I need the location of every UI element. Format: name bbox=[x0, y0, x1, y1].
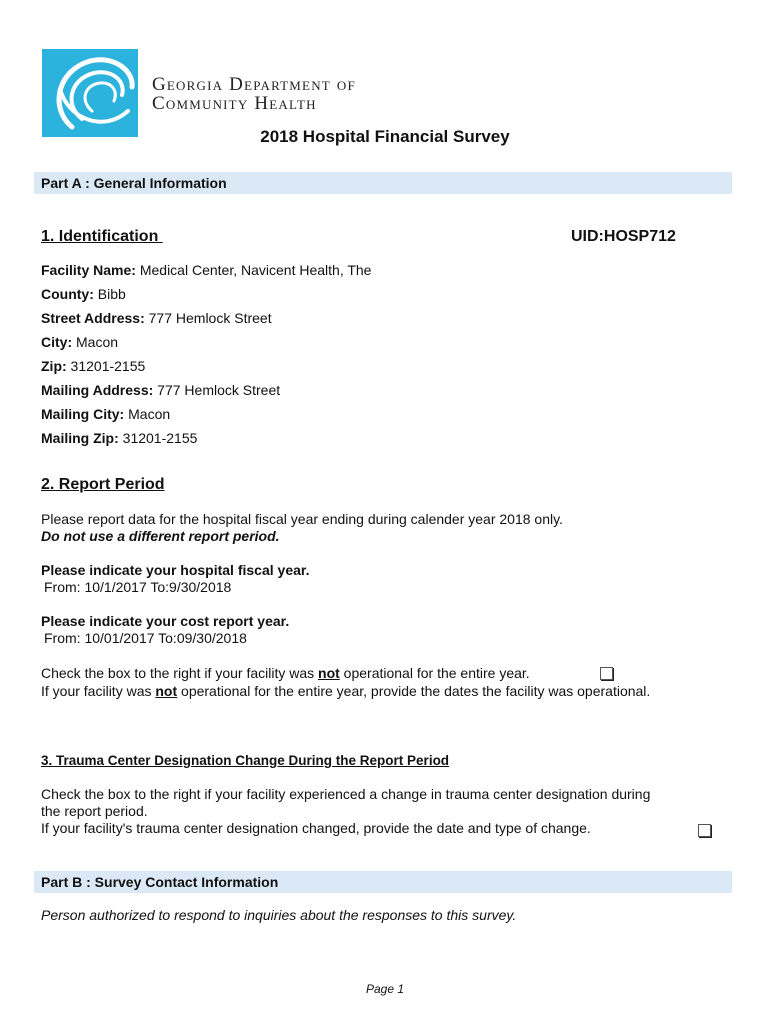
field-city: City: Macon bbox=[41, 334, 119, 350]
cost-report-prompt: Please indicate your cost report year. bbox=[41, 613, 290, 629]
gdch-logo bbox=[42, 49, 138, 137]
logo-swirl-icon bbox=[42, 49, 138, 137]
report-period-instruction: Please report data for the hospital fiscal year ending during calender year 2018 only. bbox=[41, 511, 563, 527]
trauma-line2: the report period. bbox=[41, 803, 148, 819]
identification-heading: 1. Identification bbox=[41, 228, 163, 245]
field-county: County: Bibb bbox=[41, 286, 126, 302]
field-mailing-city: Mailing City: Macon bbox=[41, 406, 171, 422]
org-name-line1: Georgia Department of bbox=[152, 74, 356, 95]
not-operational-check-line: Check the box to the right if your facility was not operational for the entire year. bbox=[41, 665, 530, 681]
field-mailing-zip: Mailing Zip: 31201-2155 bbox=[41, 430, 198, 446]
trauma-line3: If your facility's trauma center designation changed, provide the date and type of change. bbox=[41, 820, 591, 836]
trauma-change-checkbox[interactable] bbox=[698, 824, 711, 837]
report-period-heading: 2. Report Period bbox=[41, 476, 165, 493]
org-name-line2: Community Health bbox=[152, 93, 317, 114]
part-a-header: Part A : General Information bbox=[34, 172, 732, 194]
document-title: 2018 Hospital Financial Survey bbox=[260, 127, 510, 146]
page-number: Page 1 bbox=[365, 982, 405, 996]
part-b-header: Part B : Survey Contact Information bbox=[34, 871, 732, 893]
trauma-line1: Check the box to the right if your facility experienced a change in trauma center designation during bbox=[41, 786, 651, 802]
trauma-heading: 3. Trauma Center Designation Change During the Report Period bbox=[41, 753, 450, 768]
uid-label: UID:HOSP712 bbox=[571, 228, 676, 245]
field-zip: Zip: 31201-2155 bbox=[41, 358, 146, 374]
field-facility-name: Facility Name: Medical Center, Navicent Health, The bbox=[41, 262, 372, 278]
not-operational-dates-line: If your facility was not operational for the entire year, provide the dates the facility was operational. bbox=[41, 683, 651, 699]
fiscal-year-value: From: 10/1/2017 To:9/30/2018 bbox=[44, 579, 232, 595]
fiscal-year-prompt: Please indicate your hospital fiscal year. bbox=[41, 562, 310, 578]
field-street-address: Street Address: 777 Hemlock Street bbox=[41, 310, 272, 326]
report-period-warning: Do not use a different report period. bbox=[41, 528, 280, 544]
part-b-note: Person authorized to respond to inquiries about the responses to this survey. bbox=[41, 907, 517, 923]
field-mailing-address: Mailing Address: 777 Hemlock Street bbox=[41, 382, 281, 398]
cost-report-value: From: 10/01/2017 To:09/30/2018 bbox=[44, 630, 247, 646]
not-operational-checkbox[interactable] bbox=[600, 667, 613, 680]
